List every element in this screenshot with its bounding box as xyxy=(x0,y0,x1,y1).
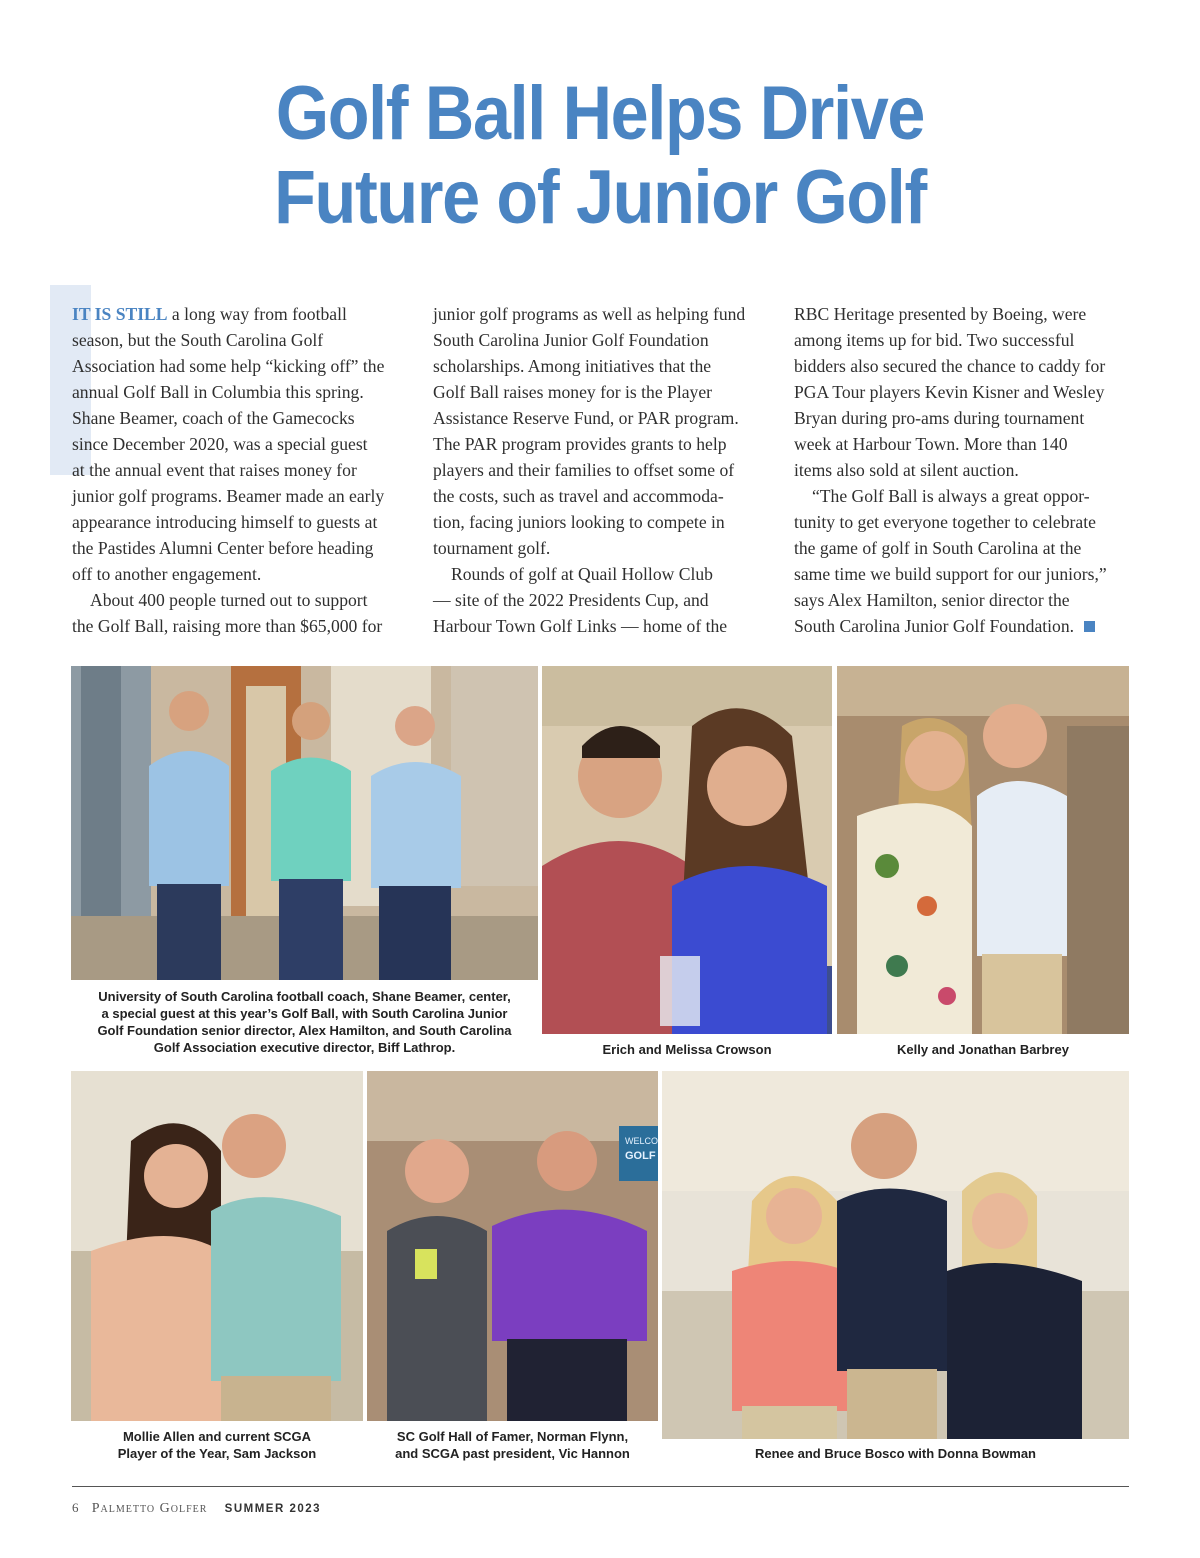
photo-bosco-bowman xyxy=(662,1071,1129,1439)
article-line: the Golf Ball, raising more than $65,000 for xyxy=(72,616,383,636)
article-line: bidders also secured the chance to caddy for xyxy=(794,356,1106,376)
article-line: IT IS STILL a long way from football xyxy=(72,304,347,324)
headline xyxy=(60,72,1140,240)
caption-photo-1: University of South Carolina football coach, Shane Beamer, center, a special guest at this year’s Golf Ball, with South Carolina Junior Golf Foundation senior director, Alex Hamilton, and South Carolina Golf Association executive director, Biff Lathrop. xyxy=(97,989,512,1055)
article-line: Harbour Town Golf Links — home of the xyxy=(433,616,728,636)
article-line: appearance introducing himself to guests at xyxy=(72,512,378,532)
article-line: Bryan during pro-ams during tournament xyxy=(794,408,1085,428)
headline-line-1: Golf Ball Helps Drive xyxy=(275,71,925,156)
article-line: Rounds of golf at Quail Hollow Club xyxy=(451,564,713,584)
article-line: week at Harbour Town. More than 140 xyxy=(794,434,1068,454)
photo-beamer-hamilton-lathrop xyxy=(71,666,538,980)
article-line: the Pastides Alumni Center before heading xyxy=(72,538,374,558)
article-column-1 xyxy=(72,301,412,639)
article-line: The PAR program provides grants to help xyxy=(433,434,727,454)
article-line: says Alex Hamilton, senior director the xyxy=(794,590,1070,610)
caption-photo-5: SC Golf Hall of Famer, Norman Flynn, and SCGA past president, Vic Hannon xyxy=(395,1429,630,1461)
photo-crowson xyxy=(542,666,832,1034)
article-line: South Carolina Junior Golf Foundation xyxy=(433,330,709,350)
article-line: items also sold at silent auction. xyxy=(794,460,1019,480)
caption-photo-2: Erich and Melissa Crowson xyxy=(602,1042,772,1057)
photo-barbrey xyxy=(837,666,1129,1034)
article-line: junior golf programs. Beamer made an early xyxy=(72,486,385,506)
caption-photo-6: Renee and Bruce Bosco with Donna Bowman xyxy=(755,1446,1036,1461)
article-line: at the annual event that raises money for xyxy=(72,460,357,480)
issue-date: SUMMER 2023 xyxy=(224,1503,322,1515)
welcome-sign-text: WELCO xyxy=(625,1136,658,1146)
article-line: off to another engagement. xyxy=(72,564,262,584)
page-number: 6 xyxy=(72,1500,79,1515)
article-line: PGA Tour players Kevin Kisner and Wesley xyxy=(794,382,1105,402)
article-line: players and their families to offset some of xyxy=(433,460,735,480)
magazine-name: Palmetto Golfer xyxy=(91,1501,208,1516)
article-line: same time we build support for our juniors,” xyxy=(794,564,1107,584)
caption-photo-4: Mollie Allen and current SCGA Player of the Year, Sam Jackson xyxy=(117,1429,317,1461)
lead-in: IT IS STILL xyxy=(72,304,168,324)
article-line: — site of the 2022 Presidents Cup, and xyxy=(433,590,709,610)
article-line: South Carolina Junior Golf Foundation. xyxy=(794,613,1134,639)
article-line: annual Golf Ball in Columbia this spring. xyxy=(72,382,364,402)
article-line: the game of golf in South Carolina at the xyxy=(794,538,1082,558)
article-line: junior golf programs as well as helping fund xyxy=(433,304,746,324)
article-line: tournament golf. xyxy=(433,538,551,558)
article-line: since December 2020, was a special guest xyxy=(72,434,368,454)
article-line: Shane Beamer, coach of the Gamecocks xyxy=(72,408,355,428)
page-footer xyxy=(72,1500,321,1518)
footer-rule xyxy=(72,1486,1129,1487)
photo-allen-jackson xyxy=(71,1071,363,1421)
article-line: among items up for bid. Two successful xyxy=(794,330,1075,350)
caption-photo-3: Kelly and Jonathan Barbrey xyxy=(897,1042,1069,1057)
article-line: Association had some help “kicking off” the xyxy=(72,356,385,376)
article-line: RBC Heritage presented by Boeing, were xyxy=(794,304,1087,324)
article-line: tion, facing juniors looking to compete in xyxy=(433,512,725,532)
article-line: the costs, such as travel and accommoda- xyxy=(433,486,724,506)
svg-text:GOLF: GOLF xyxy=(625,1150,656,1162)
article-line: tunity to get everyone together to celebrate xyxy=(794,512,1096,532)
end-mark-icon xyxy=(1084,621,1095,632)
article-line: scholarships. Among initiatives that the xyxy=(433,356,712,376)
article-line: season, but the South Carolina Golf xyxy=(72,330,324,350)
article-line: “The Golf Ball is always a great oppor- xyxy=(812,486,1090,506)
article-column-2 xyxy=(433,301,773,639)
headline-line-2: Future of Junior Golf xyxy=(274,155,926,240)
article-line: Assistance Reserve Fund, or PAR program. xyxy=(433,408,739,428)
photo-flynn-hannon xyxy=(367,1071,658,1421)
article-line: Golf Ball raises money for is the Player xyxy=(433,382,712,402)
article-column-3 xyxy=(794,301,1134,639)
article-line: About 400 people turned out to support xyxy=(90,590,368,610)
